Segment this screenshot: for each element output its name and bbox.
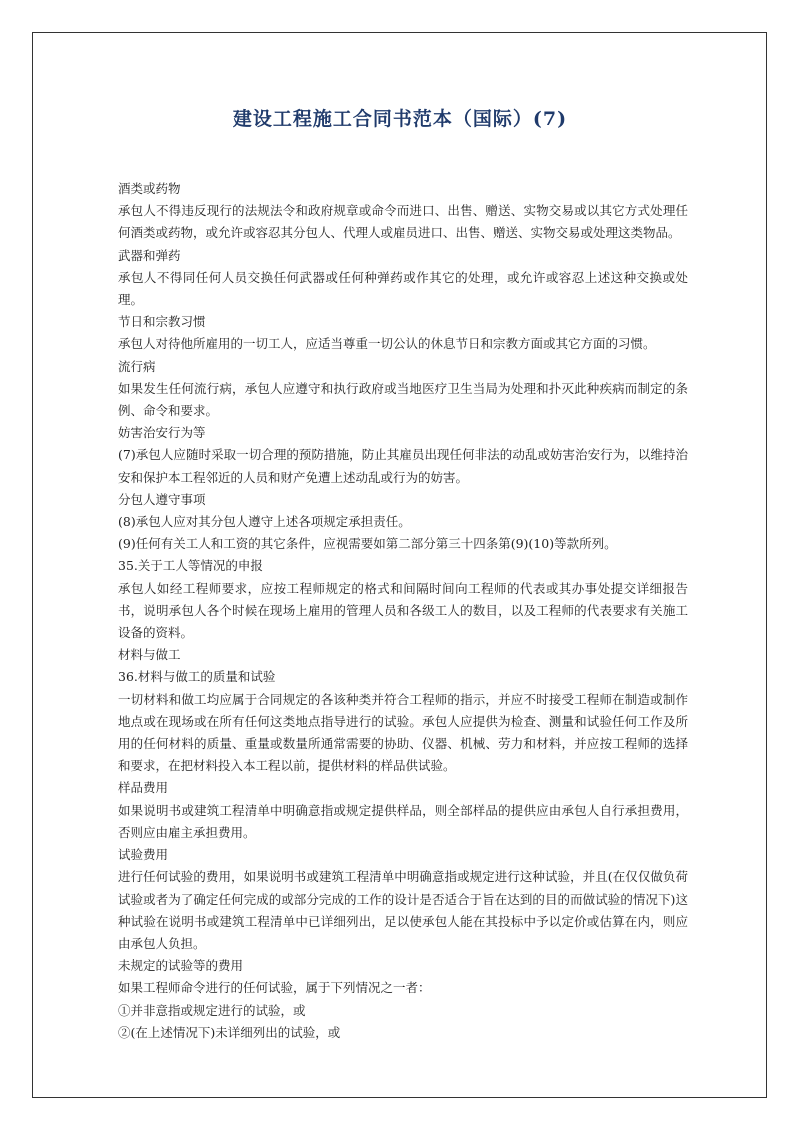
- paragraph: 进行任何试验的费用，如果说明书或建筑工程清单中明确意指或规定进行这种试验，并且(在仅仅做负荷试验或者为了确定任何完成的或部分完成的工作的设计是否适合于旨在达到的目的而做试验的情况下)这种试验在说明书或建筑工程清单中已详细列出，足以使承包人能在其投标中予以定价或估算在内，则应由承包人负担。: [118, 869, 688, 951]
- list-item: ②(在上述情况下)未详细列出的试验，或: [118, 1024, 341, 1040]
- section-heading: 未规定的试验等的费用: [118, 958, 244, 974]
- section-heading: 样品费用: [118, 780, 169, 796]
- section-heading: 试验费用: [118, 847, 169, 863]
- paragraph: 如果工程师命令进行的任何试验，属于下列情况之一者：: [118, 980, 431, 996]
- section-heading: 武器和弹药: [118, 247, 181, 263]
- section-heading: 妨害治安行为等: [118, 425, 206, 441]
- section-heading: 酒类或药物: [118, 181, 181, 196]
- paragraph: 一切材料和做工均应属于合同规定的各该种类并符合工程师的指示，并应不时接受工程师在制造或制作地点或在现场或在所有任何这类地点指导进行的试验。承包人应提供为检查、测量和试验任何工作及所用的任何材料的质量、重量或数量所通常需要的协助、仪器、机械、劳力和材料，并应按工程师的选择和要求，在把材料投入本工程以前，提供材料的样品供试验。: [118, 691, 688, 774]
- paragraph: (8)承包人应对其分包人遵守上述各项规定承担责任。: [118, 514, 411, 530]
- section-heading: 36.材料与做工的质量和试验: [118, 669, 276, 685]
- section-heading: 分包人遵守事项: [118, 491, 206, 507]
- paragraph: 如果发生任何流行病，承包人应遵守和执行政府或当地医疗卫生当局为处理和扑灭此种疾病而制定的条例、命令和要求。: [118, 380, 688, 419]
- paragraph: 承包人不得违反现行的法规法令和政府规章或命令而进口、出售、赠送、实物交易或以其它方式处理任何酒类或药物，或允许或容忍其分包人、代理人或雇员进口、出售、赠送、实物交易或处理这类物品。: [118, 203, 688, 241]
- section-heading: 节日和宗教习惯: [118, 314, 206, 330]
- paragraph: (9)任何有关工人和工资的其它条件，应视需要如第二部分第三十四条第(9)(10)等款所列。: [118, 536, 617, 552]
- paragraph: 承包人如经工程师要求，应按工程师规定的格式和间隔时间向工程师的代表或其办事处提交详细报告书，说明承包人各个时候在现场上雇用的管理人员和各级工人的数目，以及工程师的代表要求有关施工设备的资料。: [118, 580, 688, 641]
- paragraph: 承包人不得同任何人员交换任何武器或任何种弹药或作其它的处理，或允许或容忍上述这种交换或处理。: [118, 269, 688, 308]
- section-heading: 材料与做工: [118, 647, 181, 663]
- document-title: 建设工程施工合同书范本（国际）(7): [232, 108, 568, 130]
- section-heading: 流行病: [118, 358, 156, 374]
- section-heading: 35.关于工人等情况的申报: [118, 558, 263, 574]
- paragraph: 如果说明书或建筑工程清单中明确意指或规定提供样品，则全部样品的提供应由承包人自行承担费用，否则应由雇主承担费用。: [118, 802, 688, 840]
- document-body: [118, 178, 688, 1044]
- list-item: ①并非意指或规定进行的试验，或: [118, 1002, 306, 1018]
- paragraph: (7)承包人应随时采取一切合理的预防措施，防止其雇员出现任何非法的动乱或妨害治安行为，以维持治安和保护本工程邻近的人员和财产免遭上述动乱或行为的妨害。: [118, 447, 688, 485]
- paragraph: 承包人对待他所雇用的一切工人，应适当尊重一切公认的休息节日和宗教方面或其它方面的习惯。: [118, 336, 656, 352]
